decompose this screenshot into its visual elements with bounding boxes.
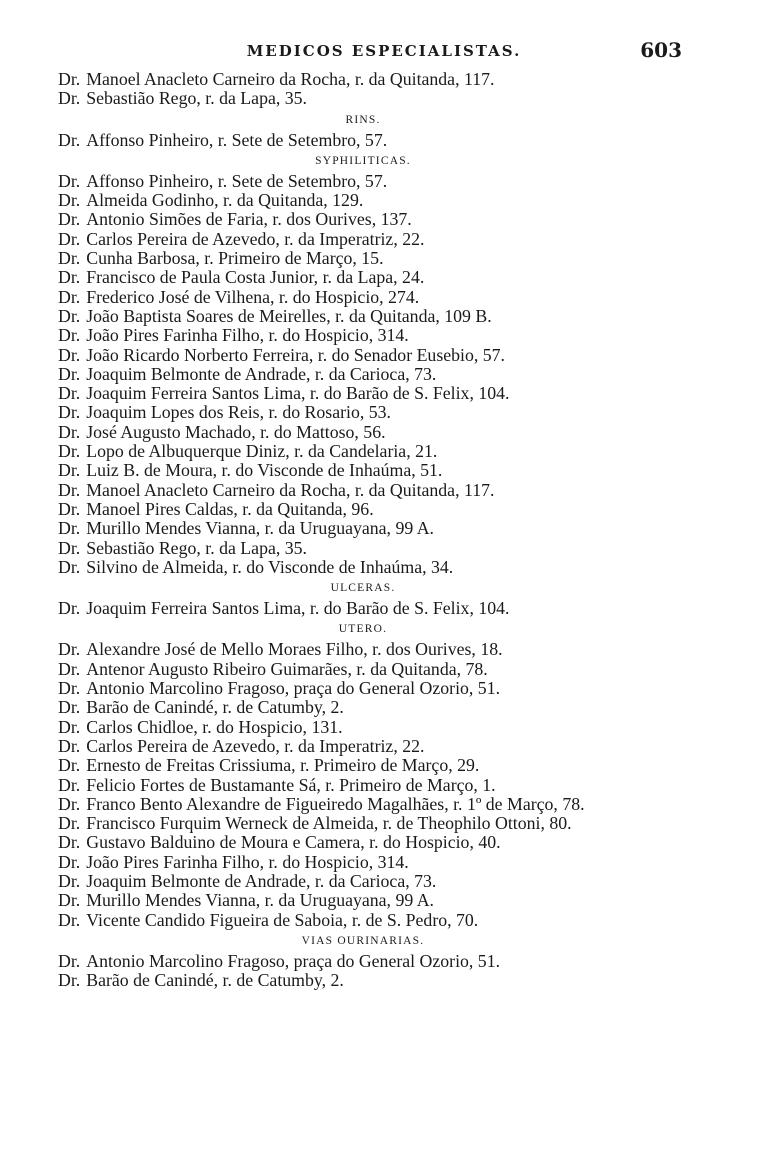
title-prefix: Dr. — [58, 441, 81, 462]
physician-name-address: João Pires Farinha Filho, r. do Hospicio, 314. — [86, 325, 409, 346]
title-prefix: Dr. — [58, 421, 81, 442]
physician-name-address: Joaquim Ferreira Santos Lima, r. do Barão de S. Felix, 104. — [86, 383, 510, 404]
title-prefix: Dr. — [58, 832, 81, 853]
title-prefix: Dr. — [58, 870, 81, 891]
physician-name-address: Felicio Fortes de Bustamante Sá, r. Primeiro de Março, 1. — [86, 774, 496, 795]
title-prefix: Dr. — [58, 479, 81, 500]
title-prefix: Dr. — [58, 851, 81, 872]
physician-name-address: Cunha Barbosa, r. Primeiro de Março, 15. — [86, 248, 384, 269]
physician-entry — [58, 131, 668, 150]
physician-entry — [58, 268, 668, 287]
physician-entry — [58, 365, 668, 384]
physician-name-address: Barão de Canindé, r. de Catumby, 2. — [86, 970, 344, 991]
physician-entry — [58, 230, 668, 249]
physician-name-address: Frederico José de Vilhena, r. do Hospicio, 274. — [86, 286, 420, 307]
specialty-section — [58, 70, 668, 109]
title-prefix: Dr. — [58, 598, 81, 619]
title-prefix: Dr. — [58, 170, 81, 191]
specialty-section — [58, 150, 668, 577]
physician-name-address: José Augusto Machado, r. do Mattoso, 56. — [86, 421, 386, 442]
specialty-section — [58, 109, 668, 150]
physician-name-address: Manoel Anacleto Carneiro da Rocha, r. da Quitanda, 117. — [86, 479, 495, 500]
physician-name-address: Ernesto de Freitas Crissiuma, r. Primeiro de Março, 29. — [86, 755, 480, 776]
physician-entry — [58, 346, 668, 365]
page-number: 603 — [640, 38, 682, 62]
physician-name-address: João Ricardo Norberto Ferreira, r. do Senador Eusebio, 57. — [86, 344, 505, 365]
specialty-section — [58, 930, 668, 991]
title-prefix: Dr. — [58, 537, 81, 558]
title-prefix: Dr. — [58, 774, 81, 795]
physician-name-address: Gustavo Balduino de Moura e Camera, r. do Hospicio, 40. — [86, 832, 501, 853]
physician-name-address: Joaquim Belmonte de Andrade, r. da Carioca, 73. — [86, 870, 437, 891]
title-prefix: Dr. — [58, 325, 81, 346]
specialty-heading: RINS. — [345, 113, 381, 126]
physician-name-address: Carlos Pereira de Azevedo, r. da Imperatriz, 22. — [86, 735, 425, 756]
title-prefix: Dr. — [58, 950, 81, 971]
physician-name-address: Luiz B. de Moura, r. do Visconde de Inhaúma, 51. — [86, 460, 443, 481]
physician-entry — [58, 698, 668, 717]
physician-name-address: Almeida Godinho, r. da Quitanda, 129. — [86, 190, 364, 211]
page-header — [0, 38, 768, 68]
specialty-heading: UTERO. — [338, 623, 388, 636]
physician-entry — [58, 737, 668, 756]
physician-name-address: Sebastião Rego, r. da Lapa, 35. — [86, 537, 307, 558]
physician-name-address: Carlos Chidloe, r. do Hospicio, 131. — [86, 716, 343, 737]
physician-name-address: Francisco de Paula Costa Junior, r. da Lapa, 24. — [86, 267, 425, 288]
physician-name-address: Antonio Marcolino Fragoso, praça do General Ozorio, 51. — [86, 678, 501, 699]
title-prefix: Dr. — [58, 209, 81, 230]
title-prefix: Dr. — [58, 735, 81, 756]
physician-entry — [58, 660, 668, 679]
physician-entry — [58, 891, 668, 910]
title-prefix: Dr. — [58, 363, 81, 384]
title-prefix: Dr. — [58, 248, 81, 269]
physician-entry — [58, 872, 668, 891]
physician-entry — [58, 326, 668, 345]
physician-entry — [58, 911, 668, 930]
specialty-section — [58, 577, 668, 618]
physician-name-address: João Baptista Soares de Meirelles, r. da Quitanda, 109 B. — [86, 305, 492, 326]
physician-entry — [58, 288, 668, 307]
physician-name-address: Sebastião Rego, r. da Lapa, 35. — [86, 88, 307, 109]
title-prefix: Dr. — [58, 383, 81, 404]
physician-entry — [58, 307, 668, 326]
title-prefix: Dr. — [58, 678, 81, 699]
physician-entry — [58, 481, 668, 500]
title-prefix: Dr. — [58, 658, 81, 679]
physician-entry — [58, 249, 668, 268]
specialty-heading: VIAS OURINARIAS. — [301, 934, 425, 947]
physician-entry — [58, 539, 668, 558]
physician-entry — [58, 70, 668, 89]
title-prefix: Dr. — [58, 909, 81, 930]
physician-entry — [58, 776, 668, 795]
physician-name-address: Silvino de Almeida, r. do Visconde de Inhaúma, 34. — [86, 556, 454, 577]
physician-entry — [58, 500, 668, 519]
physician-entry — [58, 679, 668, 698]
title-prefix: Dr. — [58, 344, 81, 365]
physician-entry — [58, 599, 668, 618]
physician-entry — [58, 191, 668, 210]
specialty-heading: SYPHILITICAS. — [315, 154, 411, 167]
physician-entry — [58, 461, 668, 480]
title-prefix: Dr. — [58, 402, 81, 423]
physician-entry — [58, 423, 668, 442]
physician-entry — [58, 718, 668, 737]
title-prefix: Dr. — [58, 305, 81, 326]
title-prefix: Dr. — [58, 88, 81, 109]
specialty-heading: ULCERAS. — [330, 582, 396, 595]
physician-entry — [58, 756, 668, 775]
physician-name-address: Antonio Simões de Faria, r. dos Ourives, 137. — [86, 209, 412, 230]
title-prefix: Dr. — [58, 129, 81, 150]
title-prefix: Dr. — [58, 498, 81, 519]
title-prefix: Dr. — [58, 267, 81, 288]
directory-listing — [58, 70, 668, 990]
physician-entry — [58, 89, 668, 108]
title-prefix: Dr. — [58, 970, 81, 991]
title-prefix: Dr. — [58, 697, 81, 718]
physician-name-address: Alexandre José de Mello Moraes Filho, r. dos Ourives, 18. — [86, 639, 503, 660]
title-prefix: Dr. — [58, 755, 81, 776]
physician-name-address: Manoel Pires Caldas, r. da Quitanda, 96. — [86, 498, 374, 519]
physician-entry — [58, 519, 668, 538]
physician-name-address: Franco Bento Alexandre de Figueiredo Magalhães, r. 1º de Março, 78. — [86, 793, 585, 814]
physician-entry — [58, 210, 668, 229]
physician-name-address: Francisco Furquim Werneck de Almeida, r. de Theophilo Ottoni, 80. — [86, 813, 572, 834]
physician-entry — [58, 640, 668, 659]
physician-name-address: Murillo Mendes Vianna, r. da Uruguayana, 99 A. — [86, 890, 434, 911]
physician-name-address: João Pires Farinha Filho, r. do Hospicio, 314. — [86, 851, 409, 872]
physician-entry — [58, 795, 668, 814]
physician-entry — [58, 853, 668, 872]
physician-name-address: Affonso Pinheiro, r. Sete de Setembro, 57. — [86, 129, 388, 150]
physician-name-address: Lopo de Albuquerque Diniz, r. da Candelaria, 21. — [86, 441, 438, 462]
physician-entry — [58, 403, 668, 422]
physician-entry — [58, 833, 668, 852]
physician-name-address: Affonso Pinheiro, r. Sete de Setembro, 57. — [86, 170, 388, 191]
physician-name-address: Antonio Marcolino Fragoso, praça do General Ozorio, 51. — [86, 950, 501, 971]
title-prefix: Dr. — [58, 190, 81, 211]
physician-name-address: Joaquim Ferreira Santos Lima, r. do Barão de S. Felix, 104. — [86, 598, 510, 619]
title-prefix: Dr. — [58, 890, 81, 911]
physician-name-address: Vicente Candido Figueira de Saboia, r. de S. Pedro, 70. — [86, 909, 479, 930]
physician-name-address: Barão de Canindé, r. de Catumby, 2. — [86, 697, 344, 718]
physician-entry — [58, 442, 668, 461]
physician-entry — [58, 558, 668, 577]
physician-name-address: Joaquim Belmonte de Andrade, r. da Carioca, 73. — [86, 363, 437, 384]
title-prefix: Dr. — [58, 556, 81, 577]
specialty-section — [58, 618, 668, 929]
title-prefix: Dr. — [58, 793, 81, 814]
physician-name-address: Carlos Pereira de Azevedo, r. da Imperatriz, 22. — [86, 228, 425, 249]
physician-name-address: Antenor Augusto Ribeiro Guimarães, r. da Quitanda, 78. — [86, 658, 488, 679]
title-prefix: Dr. — [58, 69, 81, 89]
title-prefix: Dr. — [58, 286, 81, 307]
title-prefix: Dr. — [58, 228, 81, 249]
physician-entry — [58, 384, 668, 403]
title-prefix: Dr. — [58, 518, 81, 539]
title-prefix: Dr. — [58, 460, 81, 481]
physician-entry — [58, 172, 668, 191]
physician-name-address: Joaquim Lopes dos Reis, r. do Rosario, 53. — [86, 402, 391, 423]
physician-name-address: Manoel Anacleto Carneiro da Rocha, r. da Quitanda, 117. — [86, 69, 495, 89]
physician-entry — [58, 814, 668, 833]
physician-entry — [58, 971, 668, 990]
physician-name-address: Murillo Mendes Vianna, r. da Uruguayana, 99 A. — [86, 518, 434, 539]
title-prefix: Dr. — [58, 639, 81, 660]
physician-entry — [58, 952, 668, 971]
title-prefix: Dr. — [58, 716, 81, 737]
running-title: MEDICOS ESPECIALISTAS. — [246, 42, 522, 60]
title-prefix: Dr. — [58, 813, 81, 834]
